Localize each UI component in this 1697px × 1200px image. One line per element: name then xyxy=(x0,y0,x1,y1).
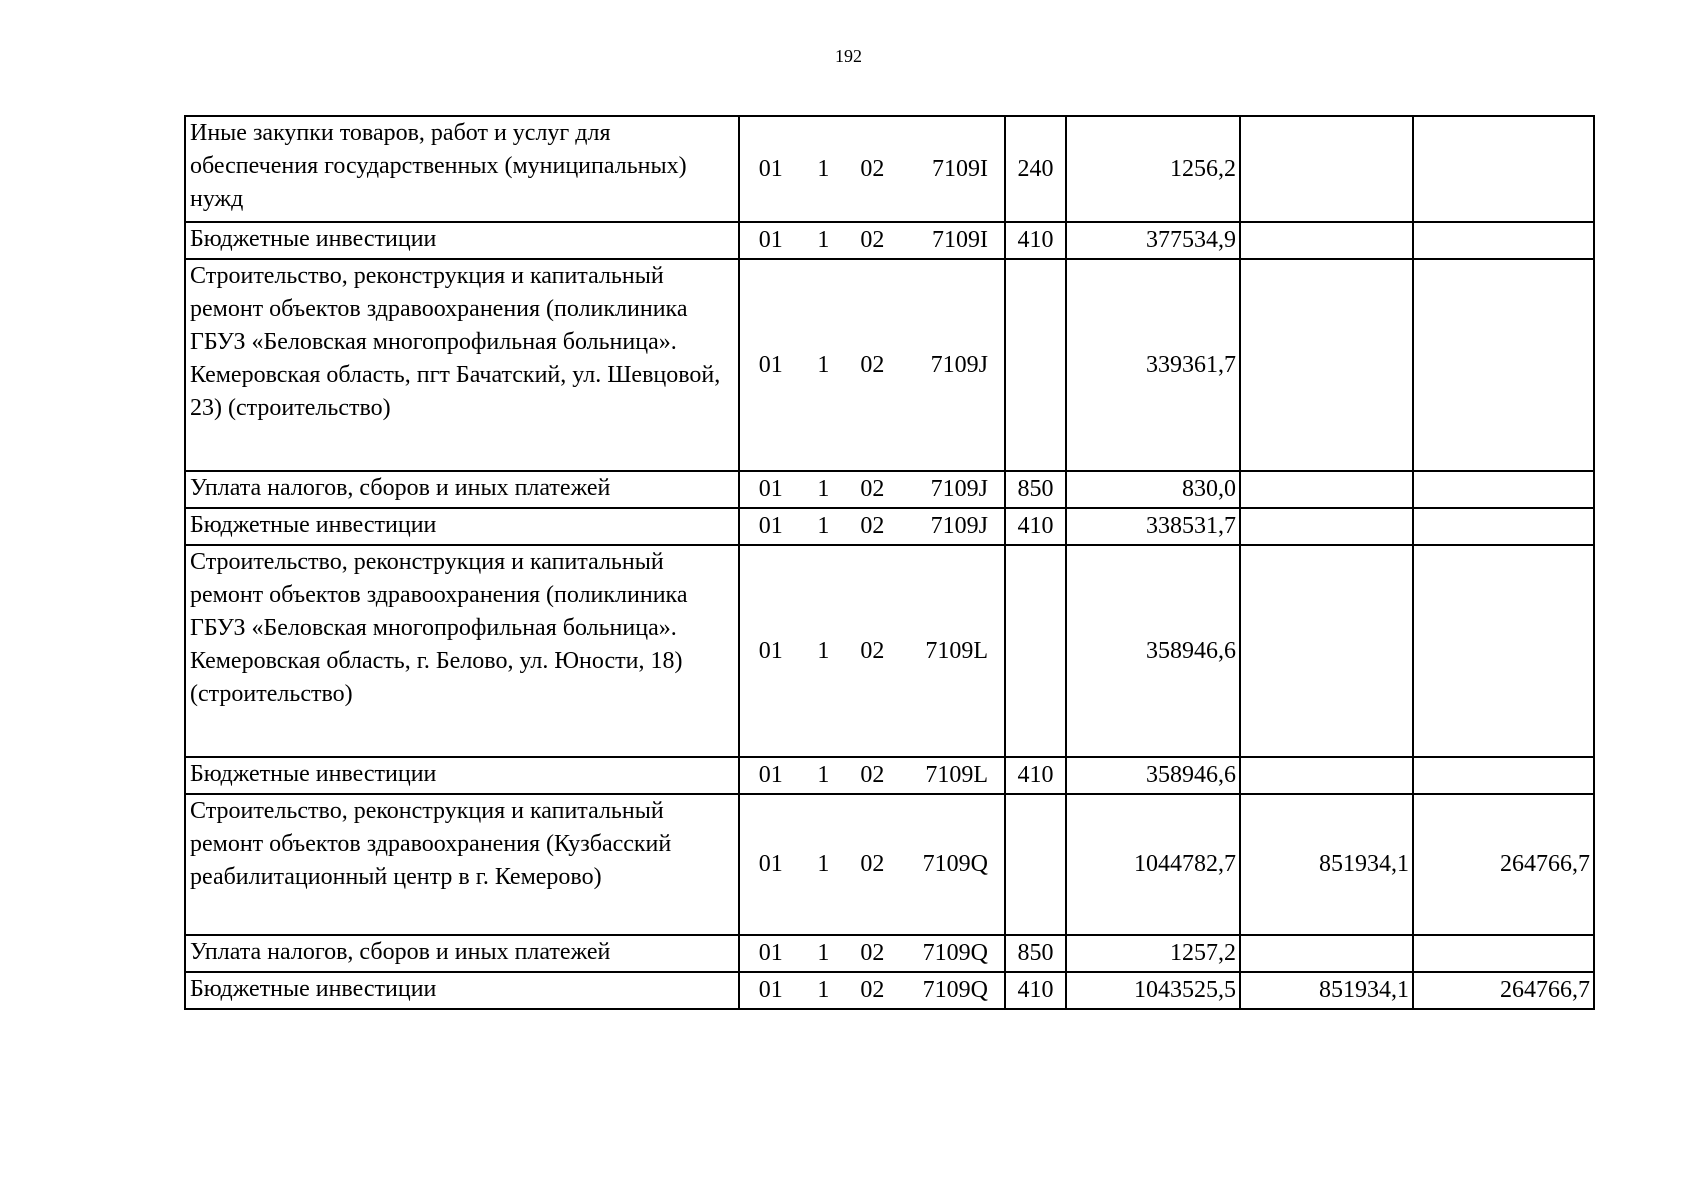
sum-third xyxy=(1413,471,1594,508)
expense-type-code xyxy=(1005,545,1066,757)
row-codes xyxy=(739,508,1005,545)
page-number: 192 xyxy=(835,46,862,66)
table-row xyxy=(185,471,1594,508)
row-codes xyxy=(739,471,1005,508)
csr-code: 7109I xyxy=(931,155,988,182)
table-row xyxy=(185,116,1594,222)
csr-code: 7109J xyxy=(930,513,988,539)
chapter-code: 01 xyxy=(758,940,783,966)
item-code: 02 xyxy=(860,637,885,664)
chapter-code: 01 xyxy=(758,762,783,788)
item-code: 02 xyxy=(860,476,885,502)
sum-second: 851934,1 xyxy=(1240,972,1413,1009)
sum-second xyxy=(1240,508,1413,545)
csr-code: 7109L xyxy=(925,637,988,664)
table-row xyxy=(185,757,1594,794)
row-codes xyxy=(739,794,1005,935)
table-row xyxy=(185,972,1594,1009)
item-code: 02 xyxy=(860,851,885,877)
sum-second xyxy=(1240,259,1413,471)
csr-code: 7109J xyxy=(930,351,988,378)
sum-total: 1043525,5 xyxy=(1066,972,1240,1009)
expense-type-code: 410 xyxy=(1005,508,1066,545)
budget-table xyxy=(184,115,1595,1010)
table-row xyxy=(185,508,1594,545)
table-row xyxy=(185,794,1594,935)
expense-type-code: 410 xyxy=(1005,222,1066,259)
sum-second: 851934,1 xyxy=(1240,794,1413,935)
row-codes xyxy=(739,259,1005,471)
sum-total: 377534,9 xyxy=(1066,222,1240,259)
row-name: Уплата налогов, сборов и иных платежей xyxy=(185,471,739,508)
sum-total: 1257,2 xyxy=(1066,935,1240,972)
sum-second xyxy=(1240,757,1413,794)
subprogram-code: 1 xyxy=(817,637,830,664)
sum-total: 338531,7 xyxy=(1066,508,1240,545)
csr-code: 7109Q xyxy=(922,940,988,966)
subprogram-code: 1 xyxy=(817,476,830,502)
expense-type-code: 240 xyxy=(1005,116,1066,222)
csr-code: 7109Q xyxy=(922,851,988,877)
sum-third: 264766,7 xyxy=(1413,972,1594,1009)
expense-type-code xyxy=(1005,794,1066,935)
sum-total: 1256,2 xyxy=(1066,116,1240,222)
sum-total: 830,0 xyxy=(1066,471,1240,508)
subprogram-code: 1 xyxy=(817,227,830,253)
chapter-code: 01 xyxy=(758,227,783,253)
sum-total: 1044782,7 xyxy=(1066,794,1240,935)
subprogram-code: 1 xyxy=(817,940,830,966)
item-code: 02 xyxy=(860,227,885,253)
csr-code: 7109J xyxy=(930,476,988,502)
subprogram-code: 1 xyxy=(817,977,830,1003)
sum-third xyxy=(1413,116,1594,222)
subprogram-code: 1 xyxy=(817,762,830,788)
row-codes xyxy=(739,935,1005,972)
sum-second xyxy=(1240,545,1413,757)
item-code: 02 xyxy=(860,351,885,378)
subprogram-code: 1 xyxy=(817,155,830,182)
row-codes xyxy=(739,222,1005,259)
table-row xyxy=(185,545,1594,757)
row-name: Иные закупки товаров, работ и услуг для обеспечения государственных (муниципальных) нужд xyxy=(185,116,739,222)
expense-type-code: 410 xyxy=(1005,972,1066,1009)
chapter-code: 01 xyxy=(758,851,783,877)
subprogram-code: 1 xyxy=(817,351,830,378)
chapter-code: 01 xyxy=(758,155,783,182)
expense-type-code xyxy=(1005,259,1066,471)
chapter-code: 01 xyxy=(758,637,783,664)
sum-second xyxy=(1240,471,1413,508)
csr-code: 7109Q xyxy=(922,977,988,1003)
sum-third: 264766,7 xyxy=(1413,794,1594,935)
row-codes xyxy=(739,757,1005,794)
item-code: 02 xyxy=(860,513,885,539)
sum-third xyxy=(1413,259,1594,471)
expense-type-code: 850 xyxy=(1005,935,1066,972)
row-name: Строительство, реконструкция и капитальный ремонт объектов здравоохранения (Кузбасский реабилитационный центр в г. Кемерово) xyxy=(185,794,739,935)
item-code: 02 xyxy=(860,762,885,788)
row-name: Строительство, реконструкция и капитальный ремонт объектов здравоохранения (поликлиника ГБУЗ «Беловская многопрофильная больница». Кемеровская область, пгт Бачатский, ул. Шевцовой, 23) (строительство) xyxy=(185,259,739,471)
row-name: Бюджетные инвестиции xyxy=(185,757,739,794)
sum-total: 358946,6 xyxy=(1066,757,1240,794)
expense-type-code: 850 xyxy=(1005,471,1066,508)
item-code: 02 xyxy=(860,977,885,1003)
item-code: 02 xyxy=(860,940,885,966)
sum-total: 358946,6 xyxy=(1066,545,1240,757)
row-name: Уплата налогов, сборов и иных платежей xyxy=(185,935,739,972)
item-code: 02 xyxy=(860,155,885,182)
table-row xyxy=(185,935,1594,972)
row-codes xyxy=(739,545,1005,757)
chapter-code: 01 xyxy=(758,351,783,378)
chapter-code: 01 xyxy=(758,476,783,502)
csr-code: 7109I xyxy=(931,227,988,253)
row-codes xyxy=(739,116,1005,222)
sum-third xyxy=(1413,935,1594,972)
sum-second xyxy=(1240,935,1413,972)
chapter-code: 01 xyxy=(758,977,783,1003)
row-name: Бюджетные инвестиции xyxy=(185,972,739,1009)
table-row xyxy=(185,222,1594,259)
sum-second xyxy=(1240,222,1413,259)
row-name: Бюджетные инвестиции xyxy=(185,508,739,545)
subprogram-code: 1 xyxy=(817,851,830,877)
sum-total: 339361,7 xyxy=(1066,259,1240,471)
row-codes xyxy=(739,972,1005,1009)
sum-second xyxy=(1240,116,1413,222)
row-name: Строительство, реконструкция и капитальный ремонт объектов здравоохранения (поликлиника ГБУЗ «Беловская многопрофильная больница». Кемеровская область, г. Белово, ул. Юности, 18) (строительство) xyxy=(185,545,739,757)
csr-code: 7109L xyxy=(925,762,988,788)
row-name: Бюджетные инвестиции xyxy=(185,222,739,259)
sum-third xyxy=(1413,545,1594,757)
sum-third xyxy=(1413,757,1594,794)
sum-third xyxy=(1413,508,1594,545)
sum-third xyxy=(1413,222,1594,259)
chapter-code: 01 xyxy=(758,513,783,539)
subprogram-code: 1 xyxy=(817,513,830,539)
table-row xyxy=(185,259,1594,471)
expense-type-code: 410 xyxy=(1005,757,1066,794)
